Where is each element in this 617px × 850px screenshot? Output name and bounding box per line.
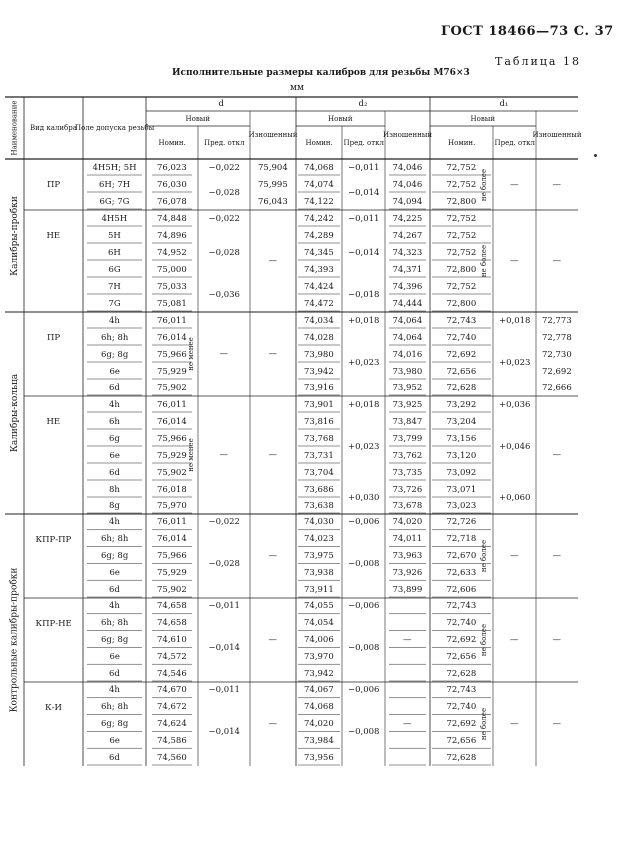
d2-deviation: −0,014 [348,247,380,258]
d1-deviation: — [510,256,519,266]
d2-worn: 74,046 [392,179,423,190]
column-header-pred-otkl: Пред. откл [343,138,384,147]
d2-worn: 73,762 [392,450,423,461]
note-ne-menee: не менее [186,337,195,371]
d1-nominal: 72,800 [446,264,477,275]
d-nominal: 75,970 [157,501,187,511]
d-deviation: −0,022 [208,162,240,173]
d1-nominal: 72,743 [446,685,477,696]
column-header-d2: d₂ [358,99,368,109]
d1-nominal: 72,740 [446,618,477,629]
d2-deviation: +0,030 [348,492,380,503]
d1-deviation: +0,018 [499,315,531,326]
d2-nominal: 73,916 [304,383,334,393]
d1-deviation: — [510,179,519,190]
d1-nominal: 72,800 [446,196,477,207]
d2-nominal: 74,055 [304,601,334,612]
d-nominal: 76,011 [157,315,187,326]
tolerance-field: 6G; 7G [99,196,130,207]
tolerance-field: 8g [109,501,120,511]
d1-worn-dash: — [552,635,561,645]
column-header-d1: d₁ [499,99,509,109]
d2-deviation: −0,008 [348,643,380,654]
d-nominal: 76,030 [157,179,187,190]
unit-label: мм [290,83,305,93]
d-nominal: 76,011 [157,399,187,410]
d1-deviation: — [510,719,519,729]
d-nominal: 74,572 [157,651,187,662]
d2-deviation: −0,008 [348,727,380,738]
tolerance-field: 6e [109,651,120,662]
d2-deviation: −0,006 [348,517,380,528]
tolerance-field: 6g; 8g [101,635,129,645]
d1-deviation: +0,036 [499,399,531,410]
d2-nominal: 74,068 [304,702,334,713]
d-nominal: 75,966 [157,349,187,360]
d1-worn: 72,773 [542,315,572,326]
d2-nominal: 74,074 [304,179,334,190]
d2-nominal: 74,034 [304,315,334,326]
d-nominal: 76,078 [157,196,187,207]
tolerance-field: 4h [109,517,120,528]
d-nominal: 76,018 [157,484,187,495]
d2-deviation: −0,006 [348,601,380,612]
d1-worn: 72,730 [542,349,572,360]
gauge-type-label: КПР-ПР [35,535,72,545]
d1-nominal: 73,204 [446,416,477,427]
d-nominal: 75,929 [157,450,187,461]
d1-nominal: 72,800 [446,298,477,309]
tolerance-field: 4h [109,315,120,326]
d2-nominal: 74,424 [304,281,334,292]
d1-nominal: 72,718 [446,534,477,545]
note-ne-bolee: не более [480,623,489,657]
d2-nominal: 74,289 [304,230,334,241]
d2-worn: 74,064 [392,332,423,343]
d2-nominal: 74,020 [304,719,334,729]
d2-nominal: 73,686 [304,484,334,495]
d1-nominal: 72,670 [446,551,477,561]
d2-nominal: 73,638 [304,501,334,511]
d-nominal: 74,546 [157,668,187,679]
tolerance-field: 6d [109,383,120,393]
d1-nominal: 72,628 [446,383,477,393]
d-nominal: 75,000 [157,264,187,275]
column-header-naim: Наименование [10,100,19,156]
d2-nominal: 73,816 [304,416,334,427]
d2-worn-dash: — [403,719,412,729]
d-nominal: 76,014 [157,332,187,343]
d2-worn: 74,444 [392,298,423,309]
d-deviation: −0,028 [208,188,240,198]
d1-worn-dash: — [552,719,561,729]
d1-nominal: 72,656 [446,366,477,377]
column-header-nomin: Номин. [448,138,476,147]
d2-worn: 74,064 [392,315,423,326]
column-header-novyi: Новый [470,114,495,123]
d-nominal: 74,658 [157,601,187,612]
group-label: Контрольные калибры-пробки [9,567,20,713]
tolerance-field: 6h [109,416,120,427]
d2-deviation: +0,018 [348,399,380,410]
document-header: ГОСТ 18466—73 С. 37 [441,24,614,39]
d2-nominal: 73,942 [304,366,334,377]
tolerance-field: 6e [109,567,120,578]
d2-nominal: 74,242 [304,213,334,224]
note-ne-menee: не менее [186,438,195,472]
tolerance-field: 5H [108,230,121,241]
table-title: Исполнительные размеры калибров для резьбы М76×3 [172,68,470,78]
column-header-d: d [218,99,224,109]
d2-nominal: 74,068 [304,162,334,173]
tolerance-field: 4h [109,399,120,410]
d2-worn: 74,094 [392,196,423,207]
d1-nominal: 72,752 [446,179,477,190]
tolerance-field: 6g [109,433,120,444]
d2-deviation: −0,006 [348,685,380,696]
d2-nominal: 74,472 [304,298,334,309]
d-deviation: −0,028 [208,559,240,570]
d-nominal: 74,560 [157,752,187,763]
d-nominal: 75,929 [157,567,187,578]
tolerance-field: 6d [109,752,120,763]
d2-nominal: 73,938 [304,567,334,578]
d1-nominal: 72,743 [446,601,477,612]
tolerance-field: 6g; 8g [101,551,129,561]
d-deviation: −0,022 [208,517,240,528]
d-deviation: −0,036 [208,290,240,300]
d-worn: 75,995 [258,179,288,190]
group-label: Калибры-пробки [9,195,20,276]
d-nominal: 74,848 [157,213,187,224]
gauge-type-label: К-И [45,703,62,713]
d2-worn: 74,267 [392,230,423,241]
d-nominal: 75,902 [157,383,187,393]
d2-deviation: −0,008 [348,559,380,570]
d1-nominal: 73,092 [446,467,477,478]
tolerance-field: 6g; 8g [101,719,129,729]
d1-nominal: 72,633 [446,567,477,578]
tolerance-field: 6H [108,247,121,258]
tolerance-field: 6e [109,450,120,461]
tolerance-field: 6d [109,467,120,478]
column-header-novyi: Новый [185,114,210,123]
d2-worn: 73,963 [392,551,423,561]
d-nominal: 74,952 [157,247,187,258]
d2-deviation: −0,011 [348,162,380,173]
d2-worn: 74,323 [392,247,423,258]
d2-deviation: −0,018 [348,290,380,300]
d2-nominal: 73,942 [304,668,334,679]
d1-nominal: 72,740 [446,332,477,343]
d-nominal: 74,610 [157,635,187,645]
d1-nominal: 72,628 [446,752,477,763]
d2-nominal: 74,122 [304,196,334,207]
d-deviation: −0,028 [208,247,240,258]
column-header-pole: Поле допуска резьбы [75,124,155,132]
d-worn-dash: — [268,256,277,266]
d2-nominal: 73,704 [304,467,334,478]
d-nominal: 74,624 [157,719,187,729]
d-nominal: 75,902 [157,467,187,478]
d-nominal: 75,929 [157,366,187,377]
d1-nominal: 72,628 [446,668,477,679]
d2-nominal: 74,054 [304,618,334,629]
margin-dot [594,154,597,157]
d-deviation: — [219,349,228,359]
d-worn-dash: — [268,349,277,359]
column-header-pred-otkl: Пред. откл [494,138,535,147]
column-header-vid: Вид калибра [30,124,77,132]
d1-nominal: 72,752 [446,247,477,258]
d-deviation: −0,011 [208,685,240,696]
d2-nominal: 74,006 [304,635,334,645]
table-label: Таблица 18 [495,55,581,68]
column-header-pred-otkl: Пред. откл [204,138,245,147]
d2-worn: 73,952 [392,383,423,393]
d1-nominal: 72,692 [446,349,477,360]
group-label: Калибры-кольца [9,373,20,453]
d1-nominal: 73,120 [446,450,477,461]
tolerance-field: 6h; 8h [101,702,129,713]
tolerance-field: 8h [109,484,120,495]
d2-worn-dash: — [403,635,412,645]
d2-nominal: 73,956 [304,752,334,763]
tolerance-field: 4h [109,685,120,696]
note-ne-bolee: не более [480,168,489,201]
d2-worn: 73,735 [392,467,423,478]
d1-nominal: 72,752 [446,213,477,224]
d2-deviation: −0,011 [348,213,380,224]
d-nominal: 74,670 [157,685,187,696]
d-nominal: 75,902 [157,584,187,595]
d-worn-dash: — [268,635,277,645]
gauge-type-label: НЕ [46,231,61,241]
d-nominal: 75,966 [157,551,187,561]
d2-worn: 73,899 [392,584,423,595]
d1-nominal: 72,606 [446,584,477,595]
d2-nominal: 74,030 [304,517,334,528]
d-nominal: 75,033 [157,281,187,292]
tolerance-field: 6h; 8h [101,332,129,343]
d1-nominal: 73,156 [446,433,477,444]
d1-deviation: — [510,635,519,645]
d1-nominal: 73,292 [446,399,477,410]
column-header-novyi: Новый [328,114,353,123]
d2-nominal: 73,970 [304,651,334,662]
d2-worn: 73,726 [392,484,423,495]
d1-deviation: +0,023 [499,357,531,368]
d-worn: 75,904 [258,162,288,173]
d2-worn: 74,396 [392,281,423,292]
d-nominal: 75,966 [157,433,187,444]
d1-nominal: 72,726 [446,517,477,528]
d2-nominal: 73,901 [304,399,334,410]
note-ne-bolee: не более [480,244,489,278]
d1-nominal: 73,071 [446,484,477,495]
d2-worn: 74,046 [392,162,423,173]
d2-nominal: 74,028 [304,332,334,343]
tolerance-field: 7G [108,298,121,309]
d2-nominal: 74,345 [304,247,334,258]
d2-worn: 73,980 [392,366,423,377]
d1-nominal: 72,656 [446,651,477,662]
column-header-nomin: Номин. [158,138,186,147]
d2-worn: 73,799 [392,433,423,444]
d2-nominal: 73,984 [304,735,334,746]
column-header-iznosh: Изношенный [383,131,433,139]
d1-worn-dash: — [552,179,561,190]
d2-deviation: +0,023 [348,357,380,368]
d1-worn: 72,778 [542,332,572,343]
d-nominal: 76,011 [157,517,187,528]
d2-worn: 73,925 [392,399,423,410]
d-nominal: 74,586 [157,735,187,746]
column-header-iznosh: Изношенный [532,131,582,139]
tolerance-field: 6h; 8h [101,618,129,629]
tolerance-field: 6h; 8h [101,534,129,545]
d1-nominal: 72,752 [446,162,477,173]
d2-worn: 74,371 [392,264,423,275]
d2-deviation: −0,014 [348,188,380,198]
d2-worn: 74,020 [392,517,423,528]
d-deviation: −0,011 [208,601,240,612]
d1-deviation: — [510,551,519,561]
tolerance-field: 6g; 8g [101,349,129,360]
tolerance-field: 4H5H; 5H [92,162,137,173]
d2-nominal: 73,980 [304,349,334,360]
column-header-iznosh: Изношенный [248,131,298,139]
d-worn-dash: — [268,450,277,460]
tolerance-field: 4h [109,601,120,612]
d-worn-dash: — [268,551,277,561]
note-ne-bolee: не более [480,707,489,741]
d1-worn: 72,666 [542,383,572,393]
d-deviation: — [219,450,228,460]
d1-nominal: 73,023 [446,501,477,511]
d2-nominal: 74,067 [304,685,334,696]
d2-worn: 74,016 [392,349,423,360]
tolerance-field: 4H5H [101,213,128,224]
d2-nominal: 73,911 [304,584,334,595]
d1-worn: 72,692 [542,366,572,377]
d1-nominal: 72,656 [446,735,477,746]
d2-deviation: +0,018 [348,315,380,326]
d1-deviation: +0,060 [499,492,531,503]
d-nominal: 76,014 [157,416,187,427]
d2-worn: 73,847 [392,416,423,427]
tolerance-field: 6d [109,668,120,679]
d1-worn-dash: — [552,450,561,460]
gauge-type-label: КПР-НЕ [35,619,72,629]
gauge-type-label: НЕ [46,417,61,427]
tolerance-field: 6e [109,735,120,746]
d-nominal: 76,023 [157,162,187,173]
d-deviation: −0,014 [208,727,240,738]
d2-worn: 73,926 [392,567,423,578]
d-worn-dash: — [268,719,277,729]
tolerance-field: 6e [109,366,120,377]
note-ne-bolee: не более [480,539,489,573]
d2-nominal: 73,975 [304,551,334,561]
d-worn: 76,043 [258,196,288,207]
d1-nominal: 72,740 [446,702,477,713]
d-deviation: −0,022 [208,213,240,224]
column-header-nomin: Номин. [305,138,333,147]
tolerance-field: 7H [108,281,121,292]
d1-worn-dash: — [552,551,561,561]
tolerance-field: 6d [109,584,120,595]
d2-nominal: 73,768 [304,433,334,444]
gauge-type-label: ПР [47,333,61,343]
d1-worn-dash: — [552,256,561,266]
d2-nominal: 73,731 [304,450,334,461]
d2-worn: 74,225 [392,213,423,224]
d-nominal: 74,896 [157,230,187,241]
d-nominal: 76,014 [157,534,187,545]
d1-nominal: 72,752 [446,281,477,292]
d1-nominal: 72,692 [446,719,477,729]
d1-nominal: 72,752 [446,230,477,241]
d1-nominal: 72,692 [446,635,477,645]
gauge-type-label: ПР [47,179,61,190]
d-nominal: 74,672 [157,702,187,713]
d-nominal: 75,081 [157,298,187,309]
d2-worn: 74,011 [392,534,423,545]
d2-nominal: 74,393 [304,264,334,275]
d2-nominal: 74,023 [304,534,334,545]
tolerance-field: 6G [108,264,121,275]
d-deviation: −0,014 [208,643,240,654]
d1-deviation: +0,046 [499,442,531,452]
tolerance-field: 6H; 7H [99,179,131,190]
d2-deviation: +0,023 [348,442,380,452]
d1-nominal: 72,743 [446,315,477,326]
d2-worn: 73,678 [392,501,423,511]
d-nominal: 74,658 [157,618,187,629]
